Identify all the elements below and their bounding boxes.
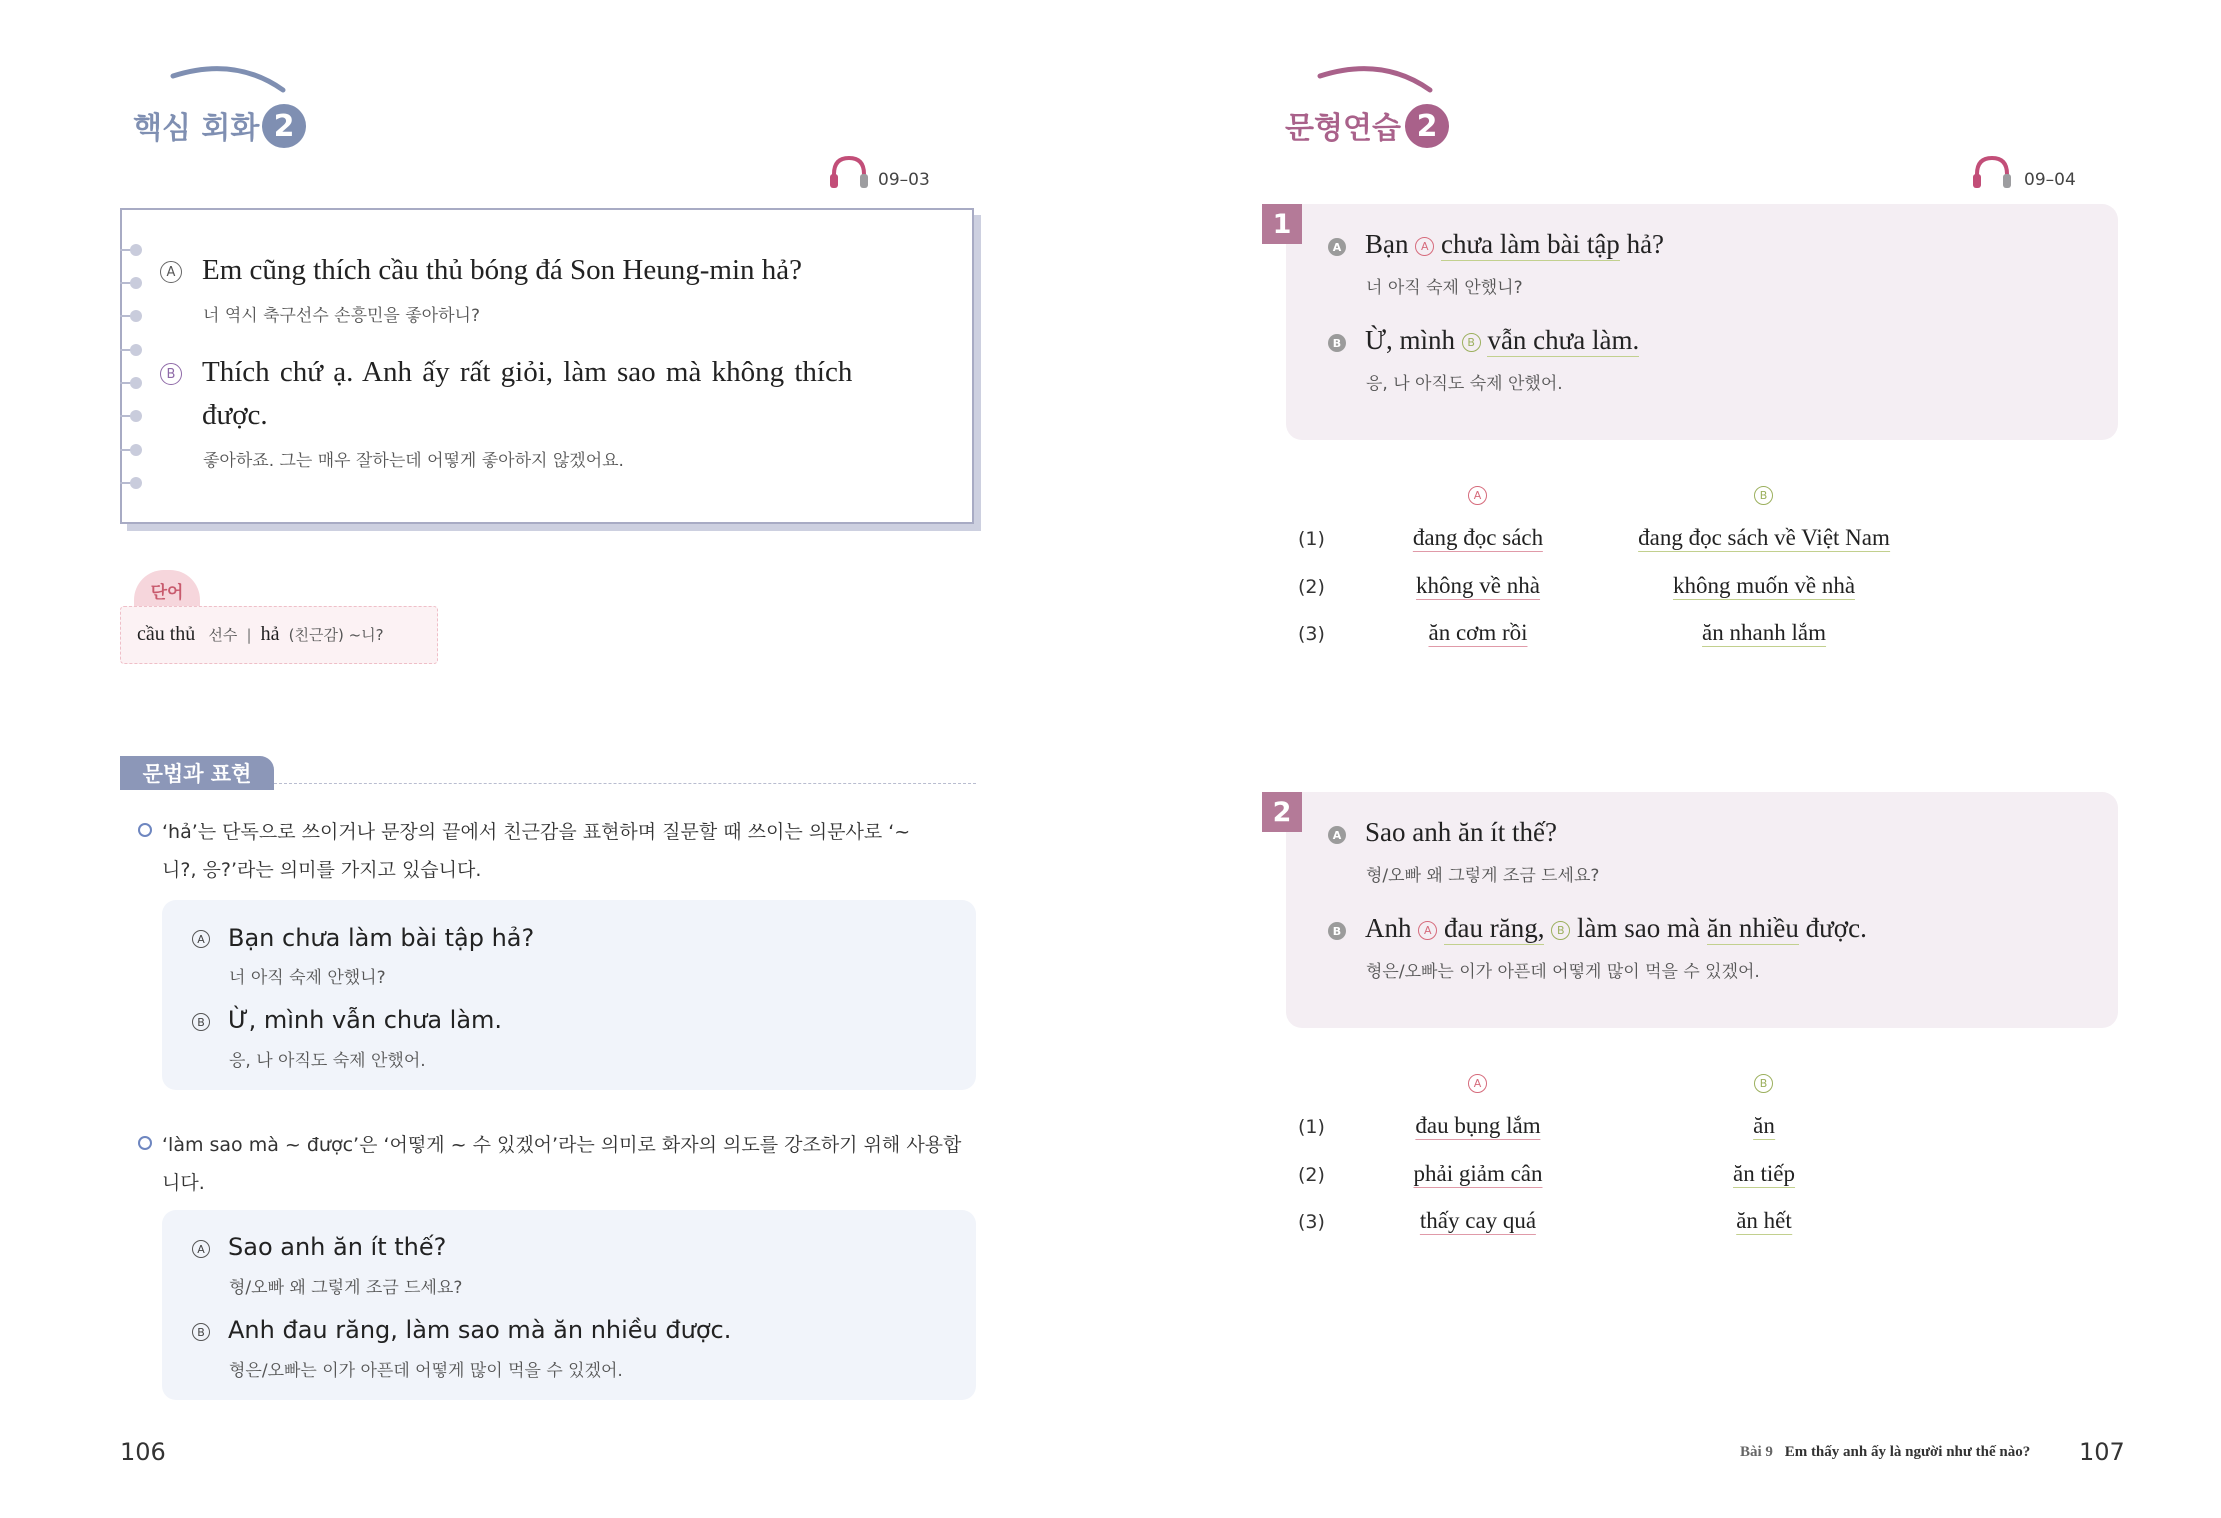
grammar-tag: 문법과 표현 (120, 756, 274, 790)
example-line-b: Ừ, mình vẫn chưa làm. (228, 1006, 503, 1034)
slot-b-option: ăn (1753, 1113, 1775, 1138)
dialog-line-b: Thích chứ ạ. Anh ấy rất giỏi, làm sao mà không thích (202, 356, 853, 388)
vocab-word: hả (260, 623, 280, 645)
binder-ring (120, 377, 144, 389)
grammar-divider (274, 783, 976, 784)
speaker-a-marker: A (1328, 826, 1346, 844)
pattern-text: hả? (1626, 229, 1665, 259)
vocab-meaning: 선수 (208, 626, 238, 644)
bullet-icon (138, 823, 152, 837)
vocab-line (137, 623, 384, 646)
speaker-a-marker: A (1328, 238, 1346, 256)
binder-ring (120, 344, 144, 356)
row-number: (3) (1298, 623, 1325, 645)
slot-a-option: không về nhà (1416, 573, 1540, 598)
slot-a-option: ăn cơm rồi (1428, 620, 1528, 645)
slot-a-marker: A (1418, 921, 1437, 940)
binder-ring (120, 444, 144, 456)
slot-a-option: phải giảm cân (1413, 1161, 1543, 1186)
example-translation-a: 너 아직 숙제 안했니? (229, 968, 386, 988)
bullet-icon (138, 1136, 152, 1150)
exercise-number-tab: 1 (1262, 204, 1302, 244)
speaker-a-marker: A (192, 930, 210, 948)
pattern-text: được. (1805, 913, 1867, 943)
grammar-point-2: ‘làm sao mà ~ được’은 ‘어떻게 ~ 수 있겠어’라는 의미로 화자의 의도를 강조하기 위해 사용합 (162, 1134, 962, 1156)
page-number-right: 107 (2079, 1438, 2125, 1466)
pattern-text: Anh (1365, 913, 1412, 943)
pattern-text: Ừ, mình (1365, 325, 1455, 355)
slot-b-text: ăn nhiều (1706, 913, 1799, 943)
lesson-label: Bài 9 (1740, 1444, 1773, 1460)
speaker-b-marker: B (1328, 334, 1346, 352)
slot-b-option: không muốn về nhà (1672, 573, 1856, 598)
slot-b-option: ăn tiếp (1733, 1161, 1795, 1186)
slot-b-option: ăn nhanh lắm (1702, 620, 1826, 645)
row-number: (2) (1298, 576, 1325, 598)
vocab-meaning: (친근감) ~니? (288, 626, 384, 644)
speaker-a-marker: A (160, 261, 182, 283)
headphones-icon (1972, 154, 2012, 190)
row-number: (1) (1298, 528, 1325, 550)
binder-ring (120, 310, 144, 322)
pattern-line-a: Sao anh ăn ít thế? (1365, 817, 1557, 847)
section-title: 핵심 회화 (133, 111, 260, 146)
grammar-point-2-cont: 니다. (162, 1172, 205, 1194)
example-translation-a: 형/오빠 왜 그렇게 조금 드세요? (229, 1278, 463, 1298)
running-footer (1740, 1444, 2030, 1461)
slot-a-text: đau răng, (1444, 913, 1545, 943)
pattern-translation-b: 응, 나 아직도 숙제 안했어. (1366, 374, 1563, 394)
slot-b-option: đang đọc sách về Việt Nam (1638, 525, 1890, 550)
grammar-point-1-cont: 니?, 응?’라는 의미를 가지고 있습니다. (162, 859, 482, 881)
example-line-b: Anh đau răng, làm sao mà ăn nhiều được. (228, 1316, 732, 1344)
row-number: (1) (1298, 1116, 1325, 1138)
dialog-line-a: Em cũng thích cầu thủ bóng đá Son Heung-min hả? (202, 254, 803, 286)
speaker-b-marker: B (192, 1323, 210, 1341)
slot-a-option: đau bụng lắm (1415, 1113, 1541, 1138)
page-number-left: 106 (120, 1438, 166, 1466)
lesson-title: Em thấy anh ấy là người như thế nào? (1784, 1444, 2031, 1460)
pattern-text: làm sao mà (1576, 913, 1700, 943)
example-line-a: Sao anh ăn ít thế? (228, 1233, 447, 1261)
speaker-b-marker: B (1328, 922, 1346, 940)
pattern-text: Bạn (1365, 229, 1409, 259)
grammar-point-1: ‘hả’는 단독으로 쓰이거나 문장의 끝에서 친근감을 표현하며 질문할 때 쓰이는 의문사로 ‘~ (162, 821, 911, 843)
row-number: (3) (1298, 1211, 1325, 1233)
pattern-line-b (1365, 325, 1639, 356)
pattern-translation-b: 형은/오빠는 이가 아픈데 어떻게 많이 먹을 수 있겠어. (1366, 962, 1760, 982)
slot-b-text: vẫn chưa làm. (1487, 325, 1640, 355)
slot-a-option: đang đọc sách (1412, 525, 1544, 550)
audio-track-number: 09–03 (878, 170, 930, 190)
speaker-b-marker: B (160, 363, 182, 385)
binder-ring (120, 244, 144, 256)
dialog-line-b-cont: được. (202, 399, 268, 431)
pattern-translation-a: 너 아직 숙제 안했니? (1366, 278, 1523, 298)
column-b-marker: B (1754, 1074, 1773, 1093)
pattern-line-b (1365, 913, 1867, 944)
section-title: 문형연습 (1285, 111, 1401, 146)
slot-a-option: thấy cay quá (1419, 1208, 1537, 1233)
dialog-translation-a: 너 역시 축구선수 손흥민을 좋아하니? (203, 306, 480, 326)
slot-a-marker: A (1415, 237, 1434, 256)
dialog-translation-b: 좋아하죠. 그는 매우 잘하는데 어떻게 좋아하지 않겠어요. (203, 451, 624, 471)
binder-ring (120, 477, 144, 489)
column-a-marker: A (1468, 1074, 1487, 1093)
section-number-badge: 2 (262, 104, 306, 148)
slot-a-text: chưa làm bài tập (1441, 229, 1620, 259)
example-translation-b: 응, 나 아직도 숙제 안했어. (229, 1051, 426, 1071)
column-b-marker: B (1754, 486, 1773, 505)
headphones-icon (829, 154, 869, 190)
vocab-word: cầu thủ (137, 623, 196, 645)
column-a-marker: A (1468, 486, 1487, 505)
speaker-a-marker: A (192, 1240, 210, 1258)
example-translation-b: 형은/오빠는 이가 아픈데 어떻게 많이 먹을 수 있겠어. (229, 1361, 623, 1381)
speaker-b-marker: B (192, 1013, 210, 1031)
section-number-badge: 2 (1405, 104, 1449, 148)
audio-track-number: 09–04 (2024, 170, 2076, 190)
binder-ring (120, 277, 144, 289)
row-number: (2) (1298, 1164, 1325, 1186)
vocab-separator: | (246, 626, 252, 644)
example-line-a: Bạn chưa làm bài tập hả? (228, 924, 535, 952)
binder-ring (120, 410, 144, 422)
slot-b-marker: B (1551, 921, 1570, 940)
exercise-number-tab: 2 (1262, 792, 1302, 832)
slot-b-option: ăn hết (1736, 1208, 1792, 1233)
pattern-line-a (1365, 229, 1664, 260)
vocab-tag: 단어 (134, 570, 200, 610)
slot-b-marker: B (1462, 333, 1481, 352)
pattern-translation-a: 형/오빠 왜 그렇게 조금 드세요? (1366, 866, 1600, 886)
